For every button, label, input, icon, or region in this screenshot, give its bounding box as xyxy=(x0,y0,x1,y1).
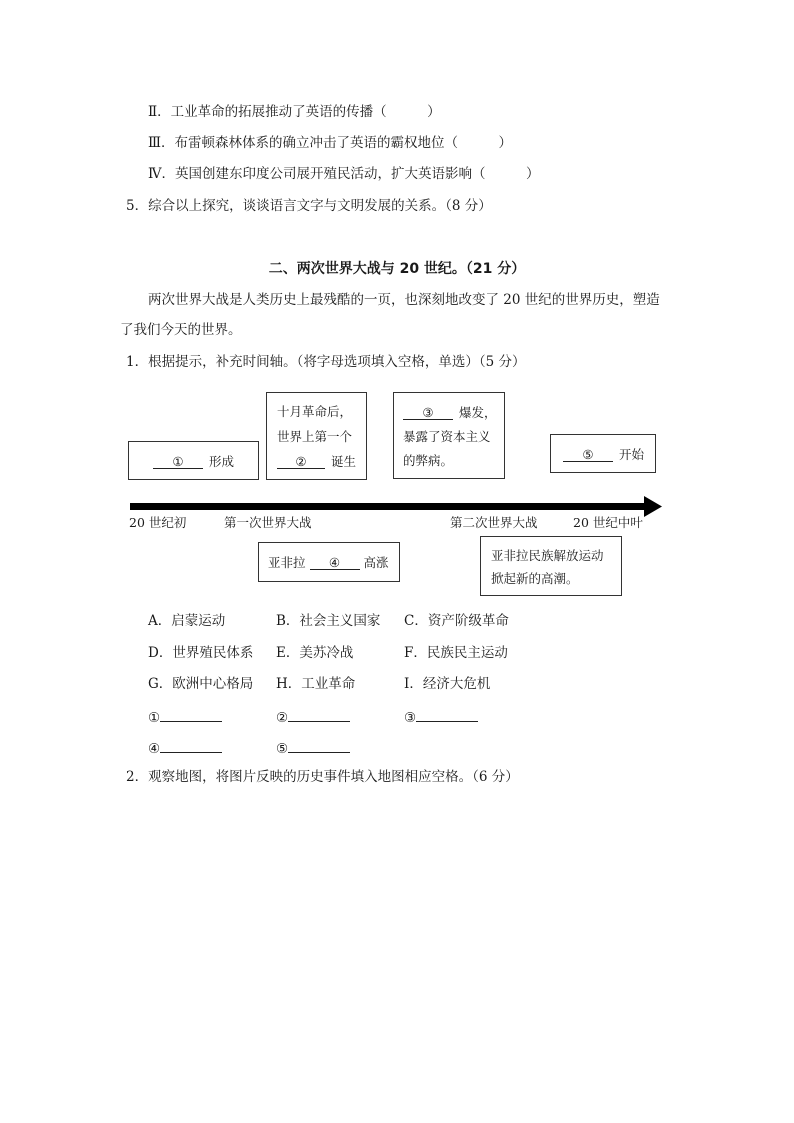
box-5-suffix: 高涨 xyxy=(363,555,389,570)
blank-1[interactable]: ① xyxy=(153,455,203,469)
axis-label-4: 20 世纪中叶 xyxy=(573,515,643,530)
answer-slot-2[interactable] xyxy=(276,709,350,726)
answer-slot-4[interactable] xyxy=(148,740,222,757)
item-iii: Ⅲ．布雷顿森林体系的确立冲击了英语的霸权地位（ ） xyxy=(148,135,513,151)
option-g: G．欧洲中心格局 xyxy=(148,676,254,692)
option-e: E．美苏冷战 xyxy=(276,645,354,661)
box-5-prefix: 亚非拉 xyxy=(268,555,306,570)
box-3-line-2: 暴露了资本主义 xyxy=(403,429,491,444)
question-5: 5．综合以上探究，谈谈语言文字与文明发展的关系。（8 分） xyxy=(126,198,492,214)
question-2: 2．观察地图，将图片反映的历史事件填入地图相应空格。（6 分） xyxy=(126,769,519,785)
option-f: F．民族民主运动 xyxy=(404,645,508,661)
answer-slot-3-label: ③ xyxy=(404,710,417,726)
answer-slot-3[interactable] xyxy=(404,709,478,726)
timeline-box-3 xyxy=(393,392,505,479)
answer-slot-1[interactable] xyxy=(148,709,222,726)
option-c: C．资产阶级革命 xyxy=(404,613,509,629)
blank-2[interactable]: ② xyxy=(277,455,325,469)
box-4-text: 开始 xyxy=(618,447,644,462)
axis-label-1: 20 世纪初 xyxy=(129,515,187,530)
box-6-line-1: 亚非拉民族解放运动 xyxy=(491,548,604,563)
axis-label-3: 第二次世界大战 xyxy=(450,515,538,530)
option-a: A．启蒙运动 xyxy=(148,613,226,629)
option-d: D．世界殖民体系 xyxy=(148,645,254,661)
box-2-line-1: 十月革命后， xyxy=(277,404,353,419)
option-h: H．工业革命 xyxy=(276,676,356,692)
section-title: 二、两次世界大战与 20 世纪。（21 分） xyxy=(268,261,526,277)
option-i: I．经济大危机 xyxy=(404,676,491,692)
axis-label-2: 第一次世界大战 xyxy=(224,515,312,530)
item-ii: Ⅱ．工业革命的拓展推动了英语的传播（ ） xyxy=(148,104,441,120)
blank-5[interactable]: ⑤ xyxy=(563,448,613,462)
timeline-box-6 xyxy=(480,536,622,596)
box-3-line-3: 的弊病。 xyxy=(403,453,454,468)
blank-3[interactable]: ③ xyxy=(403,406,453,420)
item-iv: Ⅳ．英国创建东印度公司展开殖民活动，扩大英语影响（ ） xyxy=(148,166,540,182)
timeline-box-1 xyxy=(128,441,259,480)
answer-slot-1-label: ① xyxy=(148,710,161,726)
answer-slot-5-label: ⑤ xyxy=(276,741,289,757)
intro-line-2: 了我们今天的世界。 xyxy=(120,322,242,338)
answer-slot-5[interactable] xyxy=(276,740,350,757)
question-1: 1．根据提示，补充时间轴。（将字母选项填入空格，单选）（5 分） xyxy=(126,354,526,370)
box-6-line-2: 掀起新的高潮。 xyxy=(491,571,579,586)
box-2-line-2: 世界上第一个 xyxy=(277,429,353,444)
timeline-box-5 xyxy=(258,542,400,582)
box-1-text: 形成 xyxy=(208,454,234,469)
blank-4[interactable]: ④ xyxy=(310,556,360,570)
answer-slot-2-label: ② xyxy=(276,710,289,726)
box-2-text: 诞生 xyxy=(330,454,356,469)
timeline-box-2 xyxy=(266,392,367,480)
box-3-text: 爆发， xyxy=(458,405,497,420)
timeline-box-4 xyxy=(550,434,656,473)
intro-line-1: 两次世界大战是人类历史上最残酷的一页，也深刻地改变了 20 世纪的世界历史，塑造 xyxy=(148,292,660,308)
answer-slot-4-label: ④ xyxy=(148,741,161,757)
option-b: B．社会主义国家 xyxy=(276,613,381,629)
